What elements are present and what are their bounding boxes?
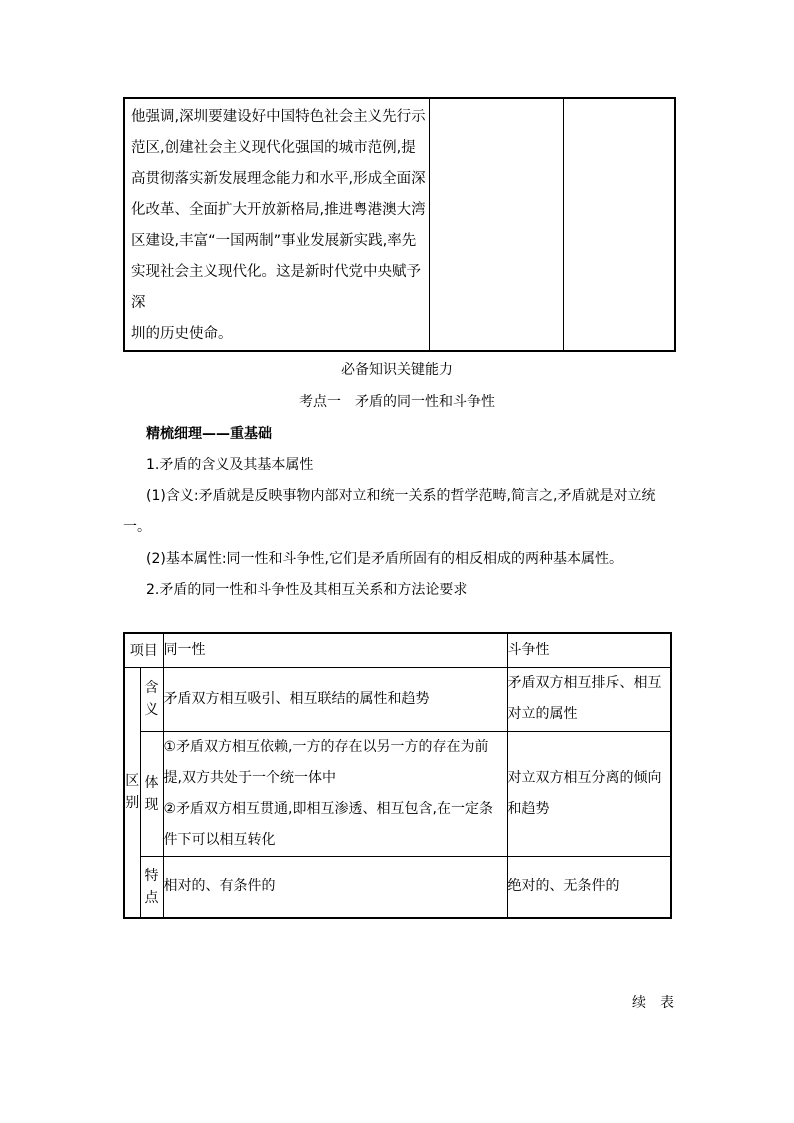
section-title: 必备知识关键能力: [341, 362, 453, 378]
table-row-embodiment: [124, 731, 671, 856]
meaning-paragraph-line1: (1)含义:矛盾就是反映事物内部对立和统一关系的哲学范畴,简言之,矛盾就是对立统: [146, 488, 656, 504]
empty-cell: [430, 98, 564, 351]
continued-table-label: 续 表: [632, 995, 674, 1011]
embodiment-struggle: 对立双方相互分离的倾向 和趋势: [507, 731, 671, 856]
point2-heading: 2.矛盾的同一性和斗争性及其相互关系和方法论要求: [146, 582, 468, 598]
header-identity: 同一性: [163, 633, 507, 667]
attribute-paragraph: (2)基本属性:同一性和斗争性,它们是矛盾所固有的相反相成的两种基本属性。: [146, 551, 623, 567]
row-label-meaning: 含 义: [140, 667, 163, 731]
point1-heading: 1.矛盾的含义及其基本属性: [146, 457, 314, 473]
header-item: 项目: [124, 633, 163, 667]
continuation-text-cell: [124, 98, 430, 351]
continuation-table: [123, 97, 676, 352]
meaning-paragraph-line2: 一。: [123, 519, 151, 535]
comparison-table: [123, 632, 672, 919]
header-struggle: 斗争性: [507, 633, 671, 667]
topic-title: 考点一 矛盾的同一性和斗争性: [299, 394, 495, 410]
meaning-struggle: 矛盾双方相互排斥、相互 对立的属性: [507, 667, 671, 731]
circled-number-2: ②: [163, 800, 177, 817]
meaning-identity: 矛盾双方相互吸引、相互联结的属性和趋势: [163, 667, 507, 731]
circled-number-1: ①: [163, 738, 177, 755]
subheading: 精梳细理——重基础: [146, 426, 272, 442]
empty-cell: [564, 98, 676, 351]
row-label-feature: 特 点: [140, 856, 163, 918]
group-label-difference: 区 别: [124, 667, 140, 918]
feature-identity: 相对的、有条件的: [163, 856, 507, 918]
continuation-text: 他强调,深圳要建设好中国特色社会主义先行示 范区,创建社会主义现代化强国的城市范例,提 高贯彻落实新发展理念能力和水平,形成全面深 化改革、全面扩大开放新格局,推进粤港澳大湾 区建设,丰富“一国两制”事业发展新实践,率先 实现社会主义现代化。这是新时代党中央赋予深 圳的历史使命。: [131, 109, 426, 342]
row-label-embodiment: 体 现: [140, 731, 163, 856]
embodiment-identity: ①矛盾双方相互依赖,一方的存在以另一方的存在为前 提,双方共处于一个统一体中 ②矛盾双方相互贯通,即相互渗透、相互包含,在一定条 件下可以相互转化: [163, 731, 507, 856]
table-row-meaning: [124, 667, 671, 731]
table-header-row: [124, 633, 671, 667]
table-row-feature: [124, 856, 671, 918]
feature-struggle: 绝对的、无条件的: [507, 856, 671, 918]
